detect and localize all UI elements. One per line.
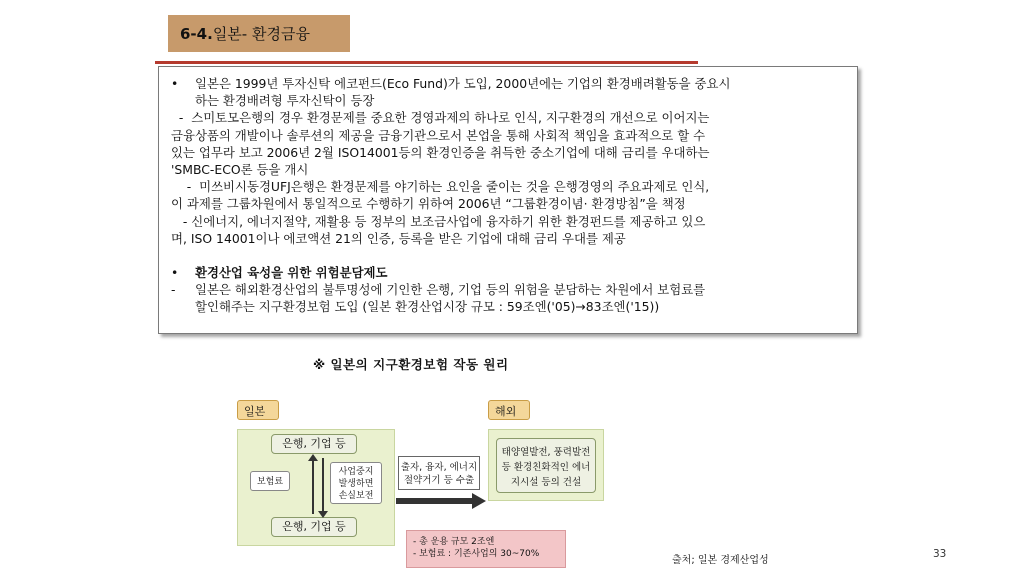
- blank-line: [171, 247, 847, 264]
- arrow-head-down: [318, 511, 328, 518]
- title-divider: [155, 61, 698, 64]
- tab-japan: 일본: [237, 400, 279, 420]
- body-line: 있는 업무라 보고 2006년 2월 ISO14001등의 환경인증을 취득한 중소기업에 대해 금리를 우대하는: [171, 144, 710, 160]
- investment-line-1: 출자, 융자, 에너지: [400, 462, 478, 473]
- slide-title-text: 일본- 환경금융: [212, 25, 310, 43]
- indented-line: 할인해주는 지구환경보험 도입 (일본 환경산업시장 규모 : 59조엔('05)→83조엔('15)): [195, 299, 660, 315]
- body-line: - 스미토모은행의 경우 환경문제를 중요한 경영과제의 하나로 인식, 지구환경의 개선으로 이어지는: [171, 110, 710, 126]
- bullet-line: [171, 75, 847, 92]
- overseas-line-1: 태양열발전, 풍력발전: [501, 447, 591, 458]
- overseas-line-2: 등 환경친화적인 에너: [501, 462, 591, 473]
- slide-title-number: 6-4.: [180, 25, 213, 43]
- body-line: - 미쓰비시동경UFJ은행은 환경문제를 야기하는 요인을 줄이는 것을 은행경영의 주요과제로 인식,: [171, 179, 710, 195]
- bullet-text: 일본은 해외환경산업의 불투명성에 기인한 은행, 기업 등의 위험을 분담하는 차원에서 보험료를: [195, 282, 706, 298]
- body-line: 금융상품의 개발이나 솔루션의 제공을 금융기관으로서 본업을 통해 사회적 책임을 효과적으로 할 수: [171, 127, 706, 143]
- indented-line: 하는 환경배려형 투자신탁이 등장: [195, 93, 375, 109]
- bank-bottom-box: 은행, 기업 등: [271, 517, 357, 537]
- insurance-scale-box: [406, 530, 566, 568]
- bullet-marker: •: [171, 265, 179, 281]
- bullet-marker: -: [171, 282, 176, 298]
- bullet-marker: •: [171, 76, 179, 91]
- bank-top-box: 은행, 기업 등: [271, 434, 357, 454]
- up-arrow-left: [312, 458, 314, 514]
- source-note: 출처; 일본 경제산업성: [672, 555, 769, 566]
- insurance-diagram: [234, 396, 604, 568]
- bullet-text: 환경산업 육성을 위한 위험분담제도: [195, 265, 388, 281]
- bullet-text: 일본은 1999년 투자신탁 에코펀드(Eco Fund)가 도입, 2000년에는 기업의 환경배려활동을 중요시: [195, 76, 731, 91]
- loss-line-2: 발생하면: [338, 479, 374, 489]
- flow-arrow-icon: [396, 493, 488, 509]
- tab-overseas: 해외: [488, 400, 530, 420]
- bullet-line: [171, 264, 847, 281]
- page-number: 33: [933, 548, 947, 560]
- body-line: 며, ISO 14001이나 에코액션 21의 인증, 등록을 받은 기업에 대해 금리 우대를 제공: [171, 230, 626, 246]
- down-arrow-right: [322, 458, 324, 514]
- bullet-line: [171, 281, 847, 298]
- overseas-projects-box: [496, 438, 596, 493]
- insurance-fee-box: 보험료: [250, 471, 290, 491]
- arrow-head-up: [308, 454, 318, 461]
- content-panel: [158, 66, 858, 334]
- slide-title: [168, 15, 350, 52]
- investment-box: [398, 456, 480, 490]
- body-line: 이 과제를 그룹차원에서 통일적으로 수행하기 위하여 2006년 “그룹환경이념· 환경방침”을 책정: [171, 196, 686, 212]
- content-lines: [171, 75, 847, 316]
- body-line: 'SMBC-ECO론 등을 개시: [171, 162, 309, 178]
- loss-line-3: 손실보전: [338, 491, 374, 501]
- scale-line-2: - 보험료 : 기존사업의 30~70%: [413, 549, 540, 559]
- diagram-caption: ※ 일본의 지구환경보험 작동 원리: [313, 357, 509, 372]
- loss-line-1: 사업중지: [338, 467, 374, 477]
- investment-line-2: 절약거기 등 수출: [403, 475, 475, 486]
- overseas-line-3: 지시설 등의 건설: [510, 477, 582, 488]
- body-line: - 신에너지, 에너지절약, 재활용 등 정부의 보조금사업에 융자하기 위한 환경펀드를 제공하고 있으: [171, 213, 706, 229]
- loss-compensation-box: [330, 462, 382, 504]
- scale-line-1: - 총 운용 규모 2조엔: [413, 537, 495, 547]
